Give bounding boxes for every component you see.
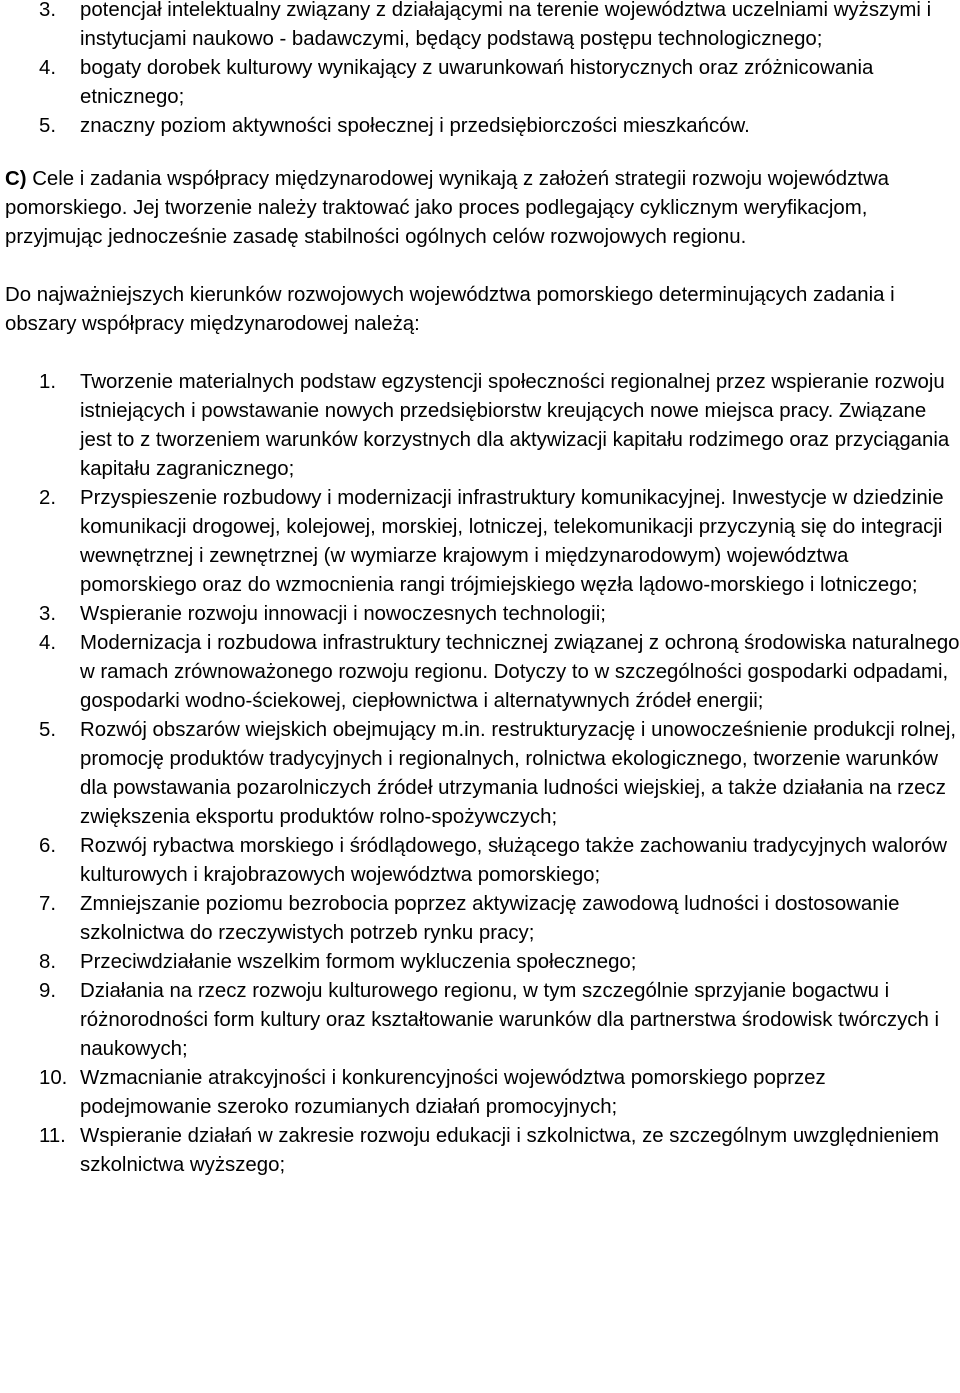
list-item [0, 0, 960, 54]
list-text: Wzmacnianie atrakcyjności i konkurencyjności województwa pomorskiego poprzez podejmowanie szeroko rozumianych działań promocyjnych; [80, 1067, 826, 1118]
list-item [0, 977, 960, 1064]
list-item [0, 948, 960, 977]
list-item [0, 832, 960, 890]
list-number: 5. [39, 115, 57, 137]
section-c-label: C) [5, 168, 27, 190]
section-c-paragraph [0, 165, 960, 252]
list-item [0, 112, 960, 141]
list-text: bogaty dorobek kulturowy wynikający z uwarunkowań historycznych oraz zróżnicowania etnicznego; [80, 57, 874, 108]
list-number: 7. [39, 893, 57, 915]
list-text: potencjał intelektualny związany z działającymi na terenie województwa uczelniami wyższymi i instytucjami naukowo - badawczymi, będący podstawą postępu technologicznego; [80, 0, 932, 50]
list-text: Tworzenie materialnych podstaw egzystencji społeczności regionalnej przez wspieranie rozwoju istniejących i powstawanie nowych przedsiębiorstw kreujących nowe miejsca pracy. Związane jest to z tworzeniem warunków korzystnych dla aktywizacji kapitału rodzimego oraz przyciągania kapitału zagranicznego; [80, 371, 950, 480]
list-number: 4. [39, 57, 57, 79]
list-text: Wspieranie rozwoju innowacji i nowoczesnych technologii; [80, 603, 606, 625]
list-item [0, 484, 960, 600]
list-item [0, 54, 960, 112]
list-number: 11. [39, 1125, 66, 1147]
list-number: 10. [39, 1067, 68, 1089]
list-number: 3. [39, 0, 57, 21]
list-number: 1. [39, 371, 57, 393]
intro-paragraph: Do najważniejszych kierunków rozwojowych województwa pomorskiego determinujących zadania i obszary współpracy międzynarodowej należą: [5, 284, 895, 335]
top-list [0, 0, 960, 141]
list-text: Wspieranie działań w zakresie rozwoju edukacji i szkolnictwa, ze szczególnym uwzględnieniem szkolnictwa wyższego; [80, 1125, 940, 1176]
list-number: 9. [39, 980, 57, 1002]
list-item [0, 629, 960, 716]
list-text: Rozwój rybactwa morskiego i śródlądowego, służącego także zachowaniu tradycyjnych walorów kulturowych i krajobrazowych województwa pomorskiego; [80, 835, 948, 886]
list-number: 5. [39, 719, 57, 741]
list-text: Przeciwdziałanie wszelkim formom wykluczenia społecznego; [80, 951, 637, 973]
list-number: 3. [39, 603, 57, 625]
list-number: 6. [39, 835, 57, 857]
list-item [0, 368, 960, 484]
list-item [0, 600, 960, 629]
list-number: 2. [39, 487, 57, 509]
section-c-text: Cele i zadania współpracy międzynarodowej wynikają z założeń strategii rozwoju województwa pomorskiego. Jej tworzenie należy traktować jako proces podlegający cyklicznym weryfikacjom, przyjmując jednocześnie zasadę stabilności ogólnych celów rozwojowych regionu. [5, 168, 890, 248]
list-item [0, 1122, 960, 1180]
list-text: znaczny poziom aktywności społecznej i przedsiębiorczości mieszkańców. [80, 115, 750, 137]
directions-list [0, 368, 960, 1180]
list-text: Działania na rzecz rozwoju kulturowego regionu, w tym szczególnie sprzyjanie bogactwu i różnorodności form kultury oraz kształtowanie warunków dla partnerstwa środowisk twórczych i naukowych; [80, 980, 940, 1060]
list-text: Przyspieszenie rozbudowy i modernizacji infrastruktury komunikacyjnej. Inwestycje w dziedzinie komunikacji drogowej, kolejowej, morskiej, lotniczej, telekomunikacji przyczynią się do integracji wewnętrznej i zewnętrznej (w wymiarze krajowym i międzynarodowym) województwa pomorskiego oraz do wzmocnienia rangi trójmiejskiego węzła lądowo-morskiego i lotniczego; [80, 487, 944, 596]
list-number: 8. [39, 951, 57, 973]
list-text: Zmniejszanie poziomu bezrobocia poprzez aktywizację zawodową ludności i dostosowanie szkolnictwa do rzeczywistych potrzeb rynku pracy; [80, 893, 900, 944]
list-item [0, 1064, 960, 1122]
list-text: Rozwój obszarów wiejskich obejmujący m.in. restrukturyzację i unowocześnienie produkcji rolnej, promocję produktów tradycyjnych i regionalnych, rolnictwa ekologicznego, tworzenie warunków dla powstawania pozarolniczych źródeł utrzymania ludności wiejskiej, a także działania na rzecz zwiększenia eksportu produktów rolno-spożywczych; [80, 719, 957, 828]
list-number: 4. [39, 632, 57, 654]
list-item [0, 716, 960, 832]
list-text: Modernizacja i rozbudowa infrastruktury technicznej związanej z ochroną środowiska naturalnego w ramach zrównoważonego rozwoju regionu. Dotyczy to w szczególności gospodarki odpadami, gospodarki wodno-ściekowej, ciepłownictwa i alternatywnych źródeł energii; [80, 632, 960, 712]
list-item [0, 890, 960, 948]
